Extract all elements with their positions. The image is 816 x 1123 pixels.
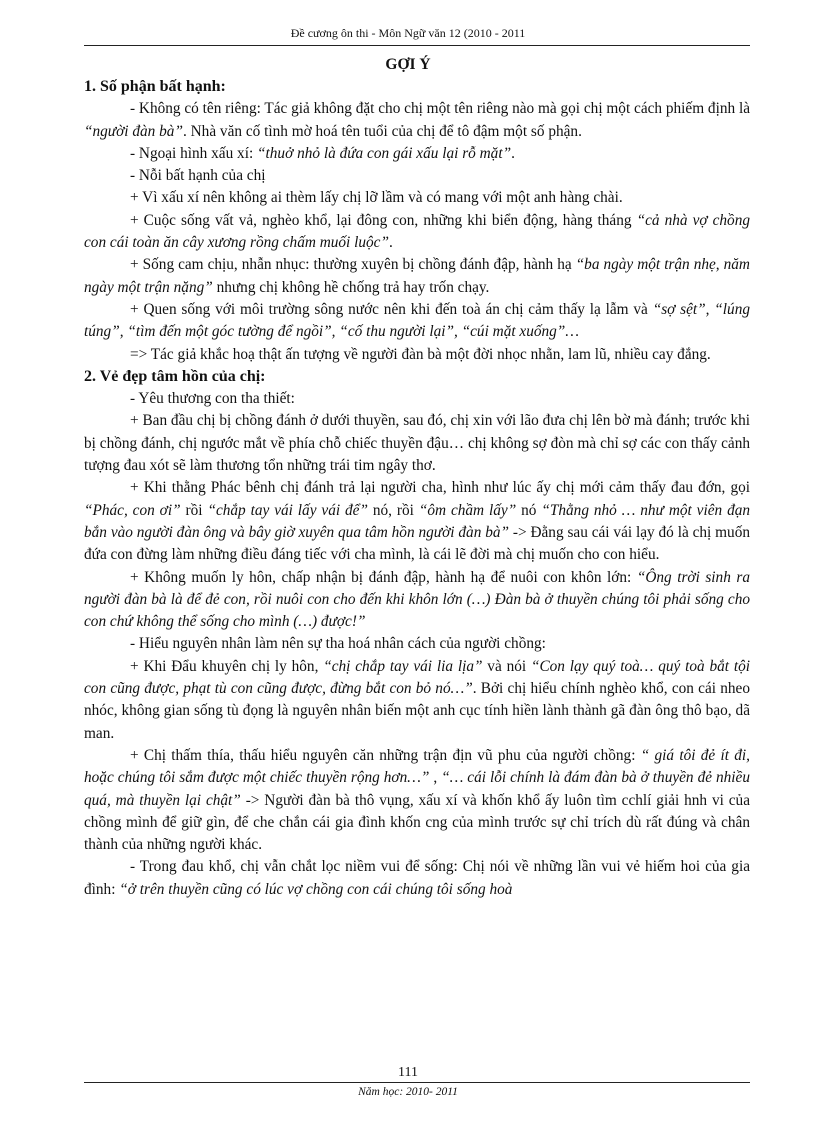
quote-text: “… cái lỗi chính là đám đàn bà ở thuyền đẻ nhiều quá, mà thuyền lại chật” <box>84 769 750 809</box>
paragraph <box>84 143 750 165</box>
text-run: nó <box>516 501 542 519</box>
paragraph <box>84 567 750 634</box>
quote-text: “thuở nhỏ là đứa con gái xấu lại rỗ mặt” <box>257 144 512 162</box>
quote-text: “Ông trời sinh ra người đàn bà là để đẻ con, rồi nuôi con cho đến khi khôn lớn (…) Đàn bà ở thuyền chúng tôi phải sống cho con chứ không thể sống cho mình (…) được!” <box>84 568 750 631</box>
paragraph <box>84 299 750 344</box>
text-run: - Không có tên riêng: Tác giả không đặt cho chị một tên riêng nào mà gọi chị một cách phiếm định là <box>130 100 750 118</box>
text-run: + Khi Đẩu khuyên chị ly hôn, <box>130 657 324 675</box>
paragraph <box>84 410 750 477</box>
quote-text: “ở trên thuyền cũng có lúc vợ chồng con cái chúng tôi sống hoà <box>119 880 513 898</box>
paragraph <box>84 745 750 856</box>
paragraph <box>84 856 750 901</box>
quote-text: “ba ngày một trận nhẹ, năm ngày một trận nặng” <box>84 256 750 296</box>
paragraph <box>84 254 750 299</box>
text-run: + Sống cam chịu, nhẫn nhục: thường xuyên bị chồng đánh đập, hành hạ <box>130 256 576 274</box>
paragraph <box>84 477 750 566</box>
text-run: -> Người đàn bà thô vụng, xấu xí và khốn khổ ấy luôn tìm cchlí giải hnh vi của chồng mình để giữ gìn, để che chắn cái gia đình khốn cng của mình trước sự chỉ trích dù rất đúng và chân thành của những người khác. <box>84 791 750 854</box>
quote-text: “người đàn bà” <box>84 122 183 140</box>
document-title: GỢI Ý <box>385 56 431 73</box>
paragraph <box>84 210 750 255</box>
text-run: - Hiểu nguyên nhân làm nên sự tha hoá nhân cách của người chồng: <box>130 635 546 653</box>
document-body <box>84 76 750 901</box>
page-number: 111 <box>398 1065 418 1080</box>
text-run: . <box>388 234 393 252</box>
quote-text: “cả nhà vợ chồng con cái toàn ăn cây xương rồng chấm muối luộc” <box>84 211 751 252</box>
quote-text: “sợ sệt”, “lúng túng”, “tìm đến một góc tường để ngồi”, “cố thu người lại”, “cúi mặt xuống”… <box>84 300 750 341</box>
quote-text: “ giá tôi đẻ ít đi, hoặc chúng tôi sắm được một chiếc thuyền rộng hơn…” <box>84 746 750 787</box>
paragraph <box>84 344 750 366</box>
paragraph <box>84 633 750 655</box>
text-run: + Vì xấu xí nên không ai thèm lấy chị lỡ lầm và có mang với một anh hàng chài. <box>130 189 623 207</box>
text-run: rồi <box>180 501 208 519</box>
header-divider <box>84 45 750 46</box>
text-run: + Cuộc sống vất vả, nghèo khổ, lại đông con, những khi biển động, hàng tháng <box>130 211 637 229</box>
footer-divider <box>84 1082 750 1083</box>
quote-text: “Con lạy quý toà… quý toà bắt tội con cũng được, phạt tù con cũng được, đừng bắt con bỏ nó…” <box>84 657 750 698</box>
text-run: nó, rồi <box>367 501 419 519</box>
text-run: - Nỗi bất hạnh của chị <box>130 167 266 185</box>
text-run: và nói <box>482 657 531 675</box>
text-run: + Ban đầu chị bị chồng đánh ở dưới thuyền, sau đó, chị xin với lão đưa chị lên bờ mà đánh; trước khi bị chồng đánh, chị ngước mắt về phía chỗ chiếc thuyền đậu… chị không sợ đòn mà chỉ sợ các con thấy cảnh tượng đau xót sẽ làm thương tổn những trái tim ngây thơ. <box>84 412 750 475</box>
quote-text: “chắp tay vái lấy vái để” <box>207 501 368 519</box>
page-header: Đề cương ôn thi - Môn Ngữ văn 12 (2010 - 2011 <box>290 26 526 40</box>
text-run: . Bởi chị hiểu chính nghèo khổ, con cái nheo nhóc, không gian sống tù đọng là nguyên nhân biến một anh cục tính hiền lành thành gã đàn ông thô bạo, dã man. <box>84 680 750 742</box>
text-run: - Yêu thương con tha thiết: <box>130 390 295 408</box>
paragraph <box>84 388 750 410</box>
quote-text: “chị chắp tay vái lia lịa” <box>323 657 483 675</box>
text-run: . Nhà văn cố tình mờ hoá tên tuổi của chị để tô đậm một số phận. <box>182 122 582 140</box>
text-run: nhưng chị không hề chống trả hay trốn chạy. <box>212 278 490 296</box>
school-year: Năm học: 2010- 2011 <box>358 1086 458 1098</box>
paragraph <box>84 98 750 143</box>
paragraph <box>84 165 750 187</box>
text-run: - Ngoại hình xấu xí: <box>130 144 258 162</box>
text-run: -> Đằng sau cái vái lạy đó là chị muốn đứa con đừng làm những điều đáng tiếc với cha mình, là cái lẽ đời mà chị muốn cho con hiểu. <box>84 523 751 564</box>
quote-text: “ôm chầm lấy” <box>418 501 517 519</box>
text-run: , <box>429 769 442 787</box>
text-run: + Quen sống với môi trường sông nước nên khi đến toà án chị cảm thấy lạ lẫm và <box>130 300 653 318</box>
section-heading: 2. Vẻ đẹp tâm hồn của chị: <box>84 367 266 385</box>
paragraph <box>84 656 750 745</box>
quote-text: “Phác, con ơi” <box>84 501 181 519</box>
paragraph <box>84 187 750 209</box>
text-run: + Khi thằng Phác bênh chị đánh trả lại người cha, hình như lúc ấy chị mới cảm thấy đau đớn, gọi <box>130 479 750 497</box>
text-run: - Trong đau khổ, chị vẫn chắt lọc niềm vui để sống: Chị nói về những lần vui vẻ hiếm hoi của gia đình: <box>84 858 750 898</box>
quote-text: “Thằng nhỏ … như một viên đạn bắn vào người đàn ông và bây giờ xuyên qua tâm hồn người đàn bà” <box>84 501 751 541</box>
section-heading: 1. Số phận bất hạnh: <box>84 78 226 95</box>
text-run: + Chị thấm thía, thấu hiểu nguyên căn những trận địn vũ phu của người chồng: <box>130 746 641 764</box>
text-run: => Tác giả khắc hoạ thật ấn tượng về người đàn bà một đời nhọc nhằn, lam lũ, nhiều cay đắng. <box>130 345 711 363</box>
text-run: . <box>511 144 515 162</box>
text-run: + Không muốn ly hôn, chấp nhận bị đánh đập, hành hạ để nuôi con khôn lớn: <box>130 568 637 586</box>
